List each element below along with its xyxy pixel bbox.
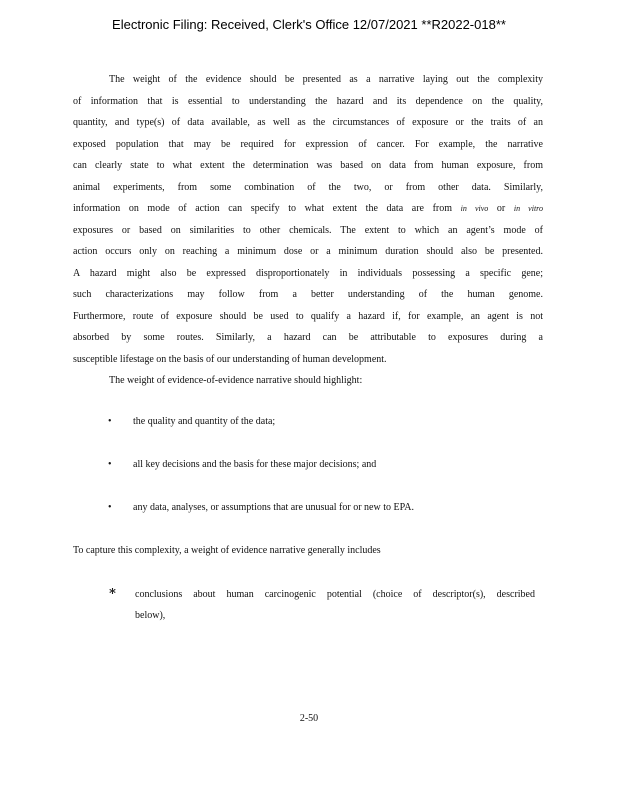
filing-header: Electronic Filing: Received, Clerk's Office 12/07/2021 **R2022-018**: [112, 17, 506, 32]
paragraph-line: action occurs only on reaching a minimum dose or a minimum duration should also be presented.: [73, 246, 543, 257]
bullet-text: all key decisions and the basis for these major decisions; and: [133, 459, 377, 470]
italic-term: in vitro: [513, 204, 543, 213]
paragraph-line: The weight of the evidence should be presented as a narrative laying out the complexity: [109, 74, 543, 85]
paragraph-line: of information that is essential to understanding the hazard and its dependence on the quality,: [73, 95, 543, 107]
line-text: or: [496, 203, 506, 214]
line-text: information on mode of action can specify to what extent the data are from: [73, 203, 453, 214]
paragraph-capture-complexity: To capture this complexity, a weight of evidence narrative generally includes: [73, 545, 381, 556]
star-item-text: [135, 584, 535, 626]
bullet-mark: •: [108, 416, 112, 427]
bullet-mark: •: [108, 502, 112, 513]
paragraph-line-mode-of-action: [73, 198, 543, 220]
paragraph-line: exposed population that may be required for expression of cancer. For example, the narrative: [73, 138, 543, 150]
paragraph-line: can clearly state to what extent the determination was based on data from human exposure, from: [73, 160, 543, 171]
paragraph-line: quantity, and type(s) of data available, as well as the circumstances of exposure or the traits of an: [73, 117, 543, 128]
bullet-text: any data, analyses, or assumptions that are unusual for or new to EPA.: [133, 502, 414, 513]
italic-term: in vivo: [460, 204, 489, 213]
bullet-text: the quality and quantity of the data;: [133, 416, 276, 427]
paragraph-weight-of-evidence: [73, 69, 543, 392]
paragraph-line: A hazard might also be expressed disproportionately in individuals possessing a specific gene;: [73, 267, 543, 279]
paragraph-line: animal experiments, from some combination of the two, or from other data. Similarly,: [73, 181, 543, 193]
paragraph-line: such characterizations may follow from a better understanding of the human genome.: [73, 289, 543, 300]
paragraph-line: Furthermore, route of exposure should be used to qualify a hazard if, for example, an agent is not: [73, 310, 543, 322]
paragraph-highlight-lead: The weight of evidence-of-evidence narrative should highlight:: [109, 375, 363, 386]
asterisk-mark: ∗: [108, 583, 117, 598]
paragraph-line: susceptible lifestage on the basis of our understanding of human development.: [73, 353, 387, 365]
bullet-mark: •: [108, 459, 112, 470]
paragraph-line: exposures or based on similarities to other chemicals. The extent to which an agent’s mode of: [73, 224, 543, 236]
star-item-line: conclusions about human carcinogenic potential (choice of descriptor(s), described: [135, 589, 535, 600]
page-number: 2-50: [299, 713, 319, 724]
paragraph-line: absorbed by some routes. Similarly, a hazard can be attributable to exposures during a: [73, 332, 543, 343]
star-item-line: below),: [135, 610, 166, 621]
